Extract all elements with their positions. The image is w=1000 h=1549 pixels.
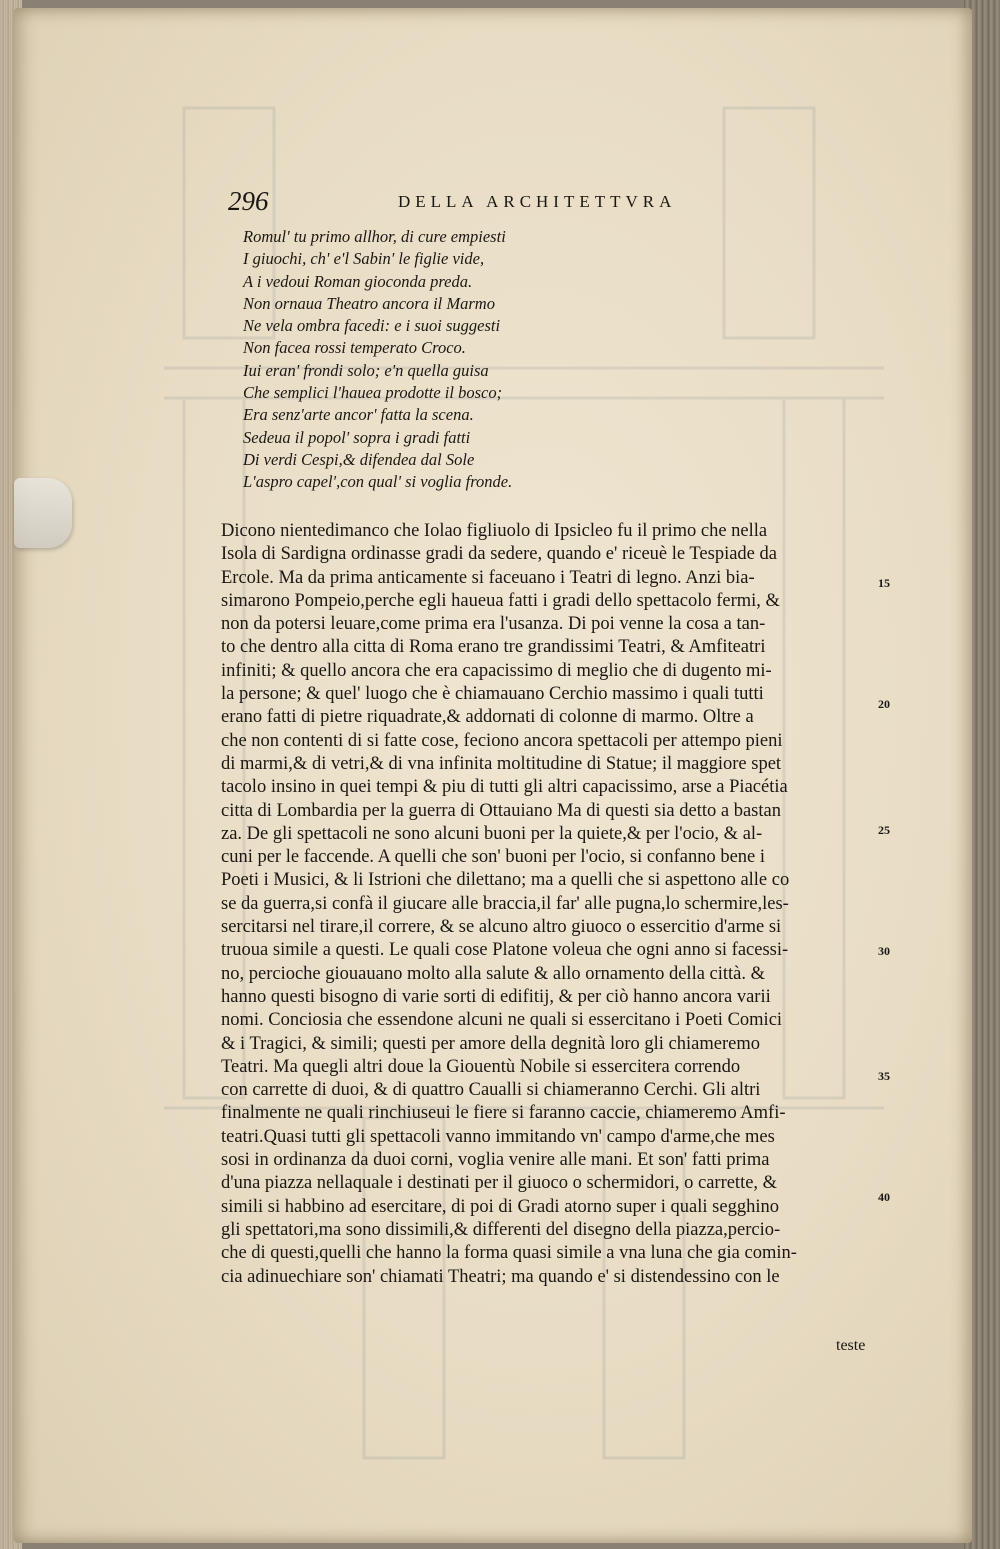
verse-line: Di verdi Cespi,& difendea dal Sole bbox=[243, 449, 475, 469]
text-line: & i Tragici, & simili; questi per amore della degnità loro gli chiameremo bbox=[221, 1033, 760, 1054]
text-line: Ercole. Ma da prima anticamente si faceuano i Teatri di legno. Anzi bia- bbox=[221, 567, 755, 588]
line-number-marker: 25 bbox=[878, 823, 890, 837]
text-line: di marmi,& di vetri,& di vna infinita moltitudine di Statue; il maggiore spet bbox=[221, 753, 782, 774]
line-number-marker: 30 bbox=[878, 944, 890, 958]
text-line: infiniti; & quello ancora che era capacissimo di meglio che di dugento mi- bbox=[221, 660, 772, 681]
verse-line: A i vedoui Roman gioconda preda. bbox=[243, 271, 473, 291]
page-clip bbox=[14, 478, 72, 548]
text-line: con carrette di duoi, & di quattro Caualli si chiameranno Cerchi. Gli altri bbox=[221, 1080, 761, 1101]
text-line: za. De gli spettacoli ne sono alcuni buoni per la quiete,& per l'ocio, & al- bbox=[221, 823, 763, 844]
text-line: teatri.Quasi tutti gli spettacoli vanno immitando vn' campo d'arme,che mes bbox=[221, 1126, 775, 1147]
text-line: non da potersi leuare,come prima era l'usanza. Di poi venne la cosa a tan- bbox=[221, 614, 766, 635]
text-line: d'una piazza nellaquale i destinati per il giuoco o schermidori, o carrette, & bbox=[221, 1173, 778, 1194]
text-line: Dicono nientedimanco che Iolao figliuolo di Ipsicleo fu il primo che nella bbox=[221, 521, 768, 541]
text-line: Isola di Sardigna ordinasse gradi da sedere, quando e' riceuè le Tespiade da bbox=[221, 544, 777, 565]
page-header bbox=[228, 186, 748, 220]
text-line: gli spettatori,ma sono dissimili,& differenti del disegno della piazza,percio- bbox=[221, 1219, 781, 1240]
text-line: che non contenti di si fatte cose, feciono ancora spettacoli per attempo pieni bbox=[221, 730, 783, 751]
text-line: simarono Pompeio,perche egli haueua fatti i gradi dello spettacolo fermi, & bbox=[221, 590, 780, 611]
catchword: teste bbox=[836, 1337, 866, 1354]
text-line: citta di Lombardia per la guerra di Ottauiano Ma di questi sia detto a bastan bbox=[221, 800, 781, 821]
text-line: cuni per le faccende. A quelli che son' buoni per l'ocio, si confanno bene i bbox=[221, 847, 766, 868]
text-line: hanno questi bisogno di varie sorti di edifitij, & per ciò hanno ancora varii bbox=[221, 986, 771, 1007]
page-number: 296 bbox=[228, 186, 269, 216]
text-line: sosi in ordinanza da duoi corni, voglia venire alle mani. Et son' fatti prima bbox=[221, 1150, 770, 1171]
verse-line: L'aspro capel',con qual' si voglia fronde. bbox=[243, 472, 513, 492]
text-line: no, percioche giouauano molto alla salute & allo ornamento della città. & bbox=[221, 963, 766, 984]
text-line: cia adinuechiare son' chiamati Theatri; ma quando e' si distendessino con le bbox=[221, 1266, 780, 1287]
text-line: to che dentro alla citta di Roma erano tre grandissimi Teatri, & Amfiteatri bbox=[221, 637, 766, 658]
text-line: sercitarsi nel tirare,il correre, & se alcuno altro giuoco o essercitio d'arme si bbox=[221, 917, 782, 938]
text-line: Poeti i Musici, & li Istrioni che dilettano; ma a quelli che si aspettono alle co bbox=[221, 870, 790, 891]
verse-block bbox=[243, 226, 663, 494]
archive-stamp bbox=[14, 8, 24, 128]
verse-line: Sedeua il popol' sopra i gradi fatti bbox=[243, 427, 471, 447]
verse-line: Non facea rossi temperato Croco. bbox=[243, 338, 466, 358]
line-number-marker: 40 bbox=[878, 1190, 890, 1204]
line-number-marker: 35 bbox=[878, 1069, 890, 1083]
verse-line: Iui eran' frondi solo; e'n quella guisa bbox=[243, 360, 489, 380]
text-line: finalmente ne quali rinchiuseui le fiere si faranno caccie, chiameremo Amfi- bbox=[221, 1103, 786, 1124]
text-line: tacolo insino in quei tempi & piu di tutti gli altri capacissimo, arse a Piacétia bbox=[221, 777, 788, 798]
verse-line: Non ornaua Theatro ancora il Marmo bbox=[243, 293, 495, 313]
line-number-marker: 20 bbox=[878, 697, 890, 711]
running-title: DELLA ARCHITETTVRA bbox=[398, 192, 677, 211]
text-line: che di questi,quelli che hanno la forma quasi simile a vna luna che gia comin- bbox=[221, 1243, 797, 1264]
verse-line: I giuochi, ch' e'l Sabin' le figlie vide, bbox=[243, 249, 485, 269]
text-line: la persone; & quel' luogo che è chiamauano Cerchio massimo i quali tutti bbox=[221, 684, 764, 705]
verse-line: Ne vela ombra facedi: e i suoi suggesti bbox=[243, 316, 501, 336]
text-line: nomi. Conciosia che essendone alcuni ne quali si essercitano i Poeti Comici bbox=[221, 1010, 783, 1031]
body-text bbox=[221, 520, 861, 1289]
text-line: simili si habbino ad esercitare, di poi di Gradi atorno super i quali segghino bbox=[221, 1196, 779, 1217]
text-line: se da guerra,si confà il giucare alle braccia,il far' alle pugna,lo schermire,les- bbox=[221, 893, 789, 914]
verse-line: Romul' tu primo allhor, di cure empiesti bbox=[243, 227, 506, 246]
text-line: truoua simile a questi. Le quali cose Platone voleua che ogni anno si facessi- bbox=[221, 940, 789, 961]
line-number-marker: 15 bbox=[878, 576, 890, 590]
text-line: Teatri. Ma quegli altri doue la Giouentù Nobile si essercitera correndo bbox=[221, 1056, 741, 1077]
verse-line: Era senz'arte ancor' fatta la scena. bbox=[243, 405, 474, 425]
text-line: erano fatti di pietre riquadrate,& addornati di colonne di marmo. Oltre a bbox=[221, 707, 754, 728]
verse-line: Che semplici l'hauea prodotte il bosco; bbox=[243, 383, 503, 403]
